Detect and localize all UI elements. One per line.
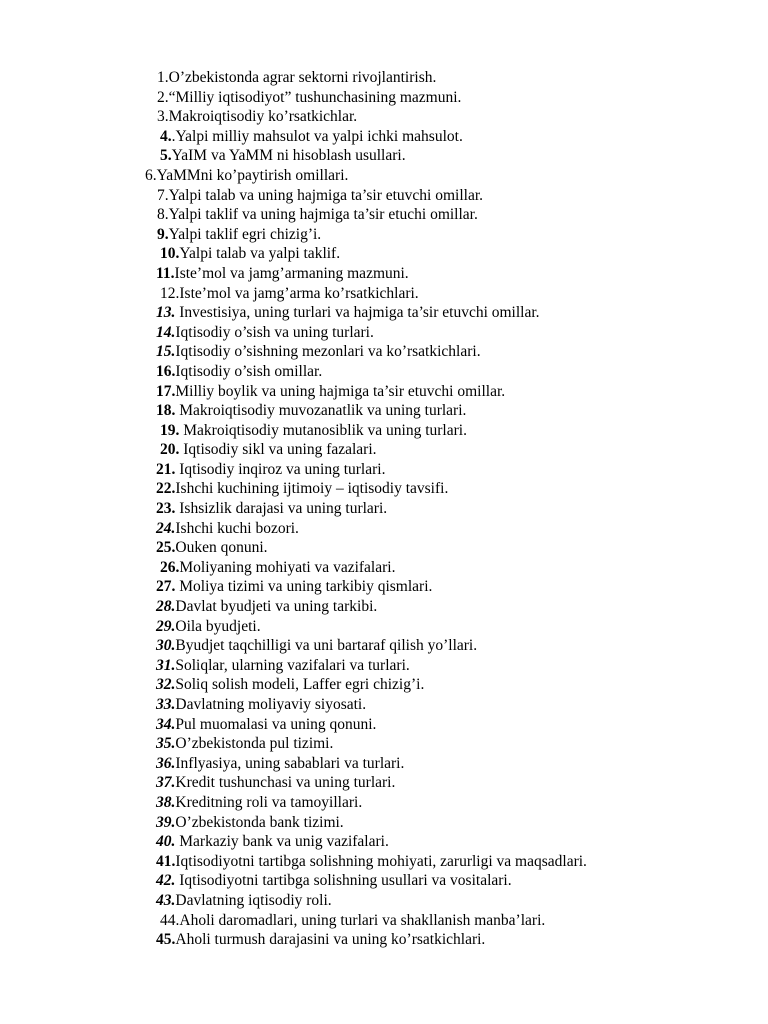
item-text: Iqtisodiyotni tartibga solishning usullari va vositalari. (175, 872, 512, 890)
list-item (0, 558, 768, 578)
list-item (0, 362, 768, 382)
list-item (0, 166, 768, 186)
item-number: 3. (157, 108, 169, 126)
list-item (0, 401, 768, 421)
list-item (0, 68, 768, 88)
list-item (0, 342, 768, 362)
item-text: Ishsizlik darajasi va uning turlari. (175, 500, 388, 518)
item-text: YaIM va YaMM ni hisoblash usullari. (171, 147, 406, 165)
list-item (0, 479, 768, 499)
item-number: 22. (156, 480, 176, 498)
item-number: 8. (157, 206, 169, 224)
list-item (0, 675, 768, 695)
item-text: Soliq solish modeli, Laffer egri chizig’i. (175, 676, 425, 694)
item-number: 5. (160, 147, 172, 165)
item-text: Kredit tushunchasi va uning turlari. (175, 774, 396, 792)
item-number: 35. (156, 735, 176, 753)
list-item (0, 754, 768, 774)
item-text: Pul muomalasi va uning qonuni. (175, 715, 377, 733)
question-list (0, 68, 768, 950)
item-number: 42. (156, 872, 176, 890)
list-item (0, 891, 768, 911)
list-item (0, 636, 768, 656)
item-text: Makroiqtisodiy mutanosiblik va uning turlari. (179, 421, 467, 439)
list-item (0, 186, 768, 206)
item-number: 10. (160, 245, 180, 263)
item-text: Ishchi kuchi bozori. (175, 519, 299, 537)
list-item (0, 538, 768, 558)
item-text: Oila byudjeti. (175, 617, 261, 635)
item-text: Investisiya, uning turlari va hajmiga ta’sir etuvchi omillar. (175, 304, 540, 322)
item-number: 20. (160, 441, 180, 459)
list-item (0, 284, 768, 304)
item-number: 17. (156, 382, 176, 400)
list-item (0, 597, 768, 617)
item-number: 45. (156, 931, 176, 949)
list-item (0, 323, 768, 343)
list-item (0, 577, 768, 597)
item-text: Davlatning iqtisodiy roli. (175, 891, 332, 909)
item-text: Iqtisodiy sikl va uning fazalari. (179, 441, 377, 459)
item-number: 21. (156, 460, 176, 478)
list-item (0, 813, 768, 833)
item-number: 4. (160, 127, 172, 145)
item-text: Iqtisodiy o’sish va uning turlari. (175, 323, 374, 341)
item-number: 26. (160, 558, 180, 576)
item-number: 16. (156, 362, 176, 380)
list-item (0, 519, 768, 539)
item-text: .Yalpi milliy mahsulot va yalpi ichki mahsulot. (171, 127, 463, 145)
list-item (0, 205, 768, 225)
item-number: 14. (156, 323, 176, 341)
item-text: Kreditning roli va tamoyillari. (175, 793, 363, 811)
list-item (0, 225, 768, 245)
item-text: Iqtisodiy o’sish omillar. (175, 362, 323, 380)
item-text: Davlatning moliyaviy siyosati. (175, 696, 367, 713)
item-number: 31. (156, 656, 176, 674)
list-item (0, 421, 768, 441)
item-text: “Milliy iqtisodiyot” tushunchasining mazmuni. (168, 88, 462, 106)
item-text: Moliya tizimi va uning tarkibiy qismlari. (175, 578, 433, 596)
list-item (0, 382, 768, 402)
item-number: 30. (156, 637, 176, 655)
item-number: 15. (156, 343, 176, 361)
item-text: O’zbekistonda agrar sektorni rivojlantirish. (168, 69, 437, 86)
item-text: Iqtisodiy o’sishning mezonlari va ko’rsatkichlari. (175, 343, 481, 361)
list-item (0, 127, 768, 147)
item-number: 38. (156, 793, 176, 811)
item-number: 13. (156, 304, 176, 322)
item-number: 41. (156, 852, 176, 870)
item-number: 24. (156, 519, 176, 537)
list-item (0, 88, 768, 108)
item-text: Iste’mol va jamg’arma ko’rsatkichlari. (179, 284, 419, 302)
item-number: 43. (156, 891, 176, 909)
list-item (0, 244, 768, 264)
list-item (0, 911, 768, 931)
item-number: 2. (157, 88, 169, 106)
list-item (0, 146, 768, 166)
list-item (0, 773, 768, 793)
item-number: 28. (156, 598, 176, 616)
list-item (0, 303, 768, 323)
item-text: YaMMni ko’paytirish omillari. (156, 166, 349, 184)
item-number: 27. (156, 578, 176, 596)
item-number: 44. (160, 911, 180, 929)
item-text: Iqtisodiy inqiroz va uning turlari. (175, 460, 386, 478)
item-text: O’zbekistonda pul tizimi. (175, 735, 334, 753)
item-number: 6. (145, 166, 157, 184)
item-text: Makroiqtisodiy ko’rsatkichlar. (168, 108, 358, 126)
item-number: 34. (156, 715, 176, 733)
item-number: 29. (156, 617, 176, 635)
item-text: Ishchi kuchining ijtimoiy – iqtisodiy tavsifi. (175, 480, 449, 498)
list-item (0, 871, 768, 891)
item-text: Yalpi talab va uning hajmiga ta’sir etuvchi omillar. (168, 186, 484, 204)
item-text: Byudjet taqchilligi va uni bartaraf qilish yo’llari. (175, 637, 478, 655)
list-item (0, 695, 768, 715)
item-number: 37. (156, 774, 176, 792)
list-item (0, 460, 768, 480)
item-number: 19. (160, 421, 180, 439)
item-text: Moliyaning mohiyati va vazifalari. (179, 558, 396, 576)
list-item (0, 107, 768, 127)
item-text: Inflyasiya, uning sabablari va turlari. (175, 754, 405, 772)
item-number: 39. (156, 813, 176, 831)
item-number: 25. (156, 539, 176, 557)
item-number: 40. (156, 833, 176, 851)
list-item (0, 617, 768, 637)
item-number: 11. (156, 264, 175, 282)
item-text: Aholi daromadlari, uning turlari va shakllanish manba’lari. (179, 911, 546, 929)
item-text: Markaziy bank va unig vazifalari. (175, 833, 389, 851)
item-text: Makroiqtisodiy muvozanatlik va uning turlari. (175, 402, 467, 420)
item-text: Soliqlar, ularning vazifalari va turlari. (175, 656, 410, 674)
list-item (0, 264, 768, 284)
item-text: Davlat byudjeti va uning tarkibi. (175, 598, 378, 616)
item-text: Ouken qonuni. (175, 539, 268, 557)
list-item (0, 832, 768, 852)
list-item (0, 793, 768, 813)
list-item (0, 852, 768, 872)
item-text: Aholi turmush darajasini va uning ko’rsatkichlari. (175, 931, 486, 949)
item-number: 33. (156, 696, 176, 713)
item-number: 9. (157, 225, 169, 243)
list-item (0, 930, 768, 950)
item-number: 18. (156, 402, 176, 420)
item-text: O’zbekistonda bank tizimi. (175, 813, 344, 831)
item-number: 32. (156, 676, 176, 694)
item-number: 23. (156, 500, 176, 518)
item-text: Yalpi taklif egri chizig’i. (168, 225, 322, 243)
item-text: Iqtisodiyotni tartibga solishning mohiyati, zarurligi va maqsadlari. (175, 852, 587, 870)
item-number: 1. (157, 69, 169, 86)
list-item (0, 734, 768, 754)
list-item (0, 656, 768, 676)
list-item (0, 440, 768, 460)
item-number: 36. (156, 754, 176, 772)
item-number: 7. (157, 186, 169, 204)
item-text: Milliy boylik va uning hajmiga ta’sir etuvchi omillar. (175, 382, 506, 400)
item-text: Iste’mol va jamg’armaning mazmuni. (174, 264, 409, 282)
list-item (0, 499, 768, 519)
item-text: Yalpi taklif va uning hajmiga ta’sir etuchi omillar. (168, 206, 478, 224)
item-text: Yalpi talab va yalpi taklif. (179, 245, 341, 263)
item-number: 12. (160, 284, 180, 302)
list-item (0, 715, 768, 735)
